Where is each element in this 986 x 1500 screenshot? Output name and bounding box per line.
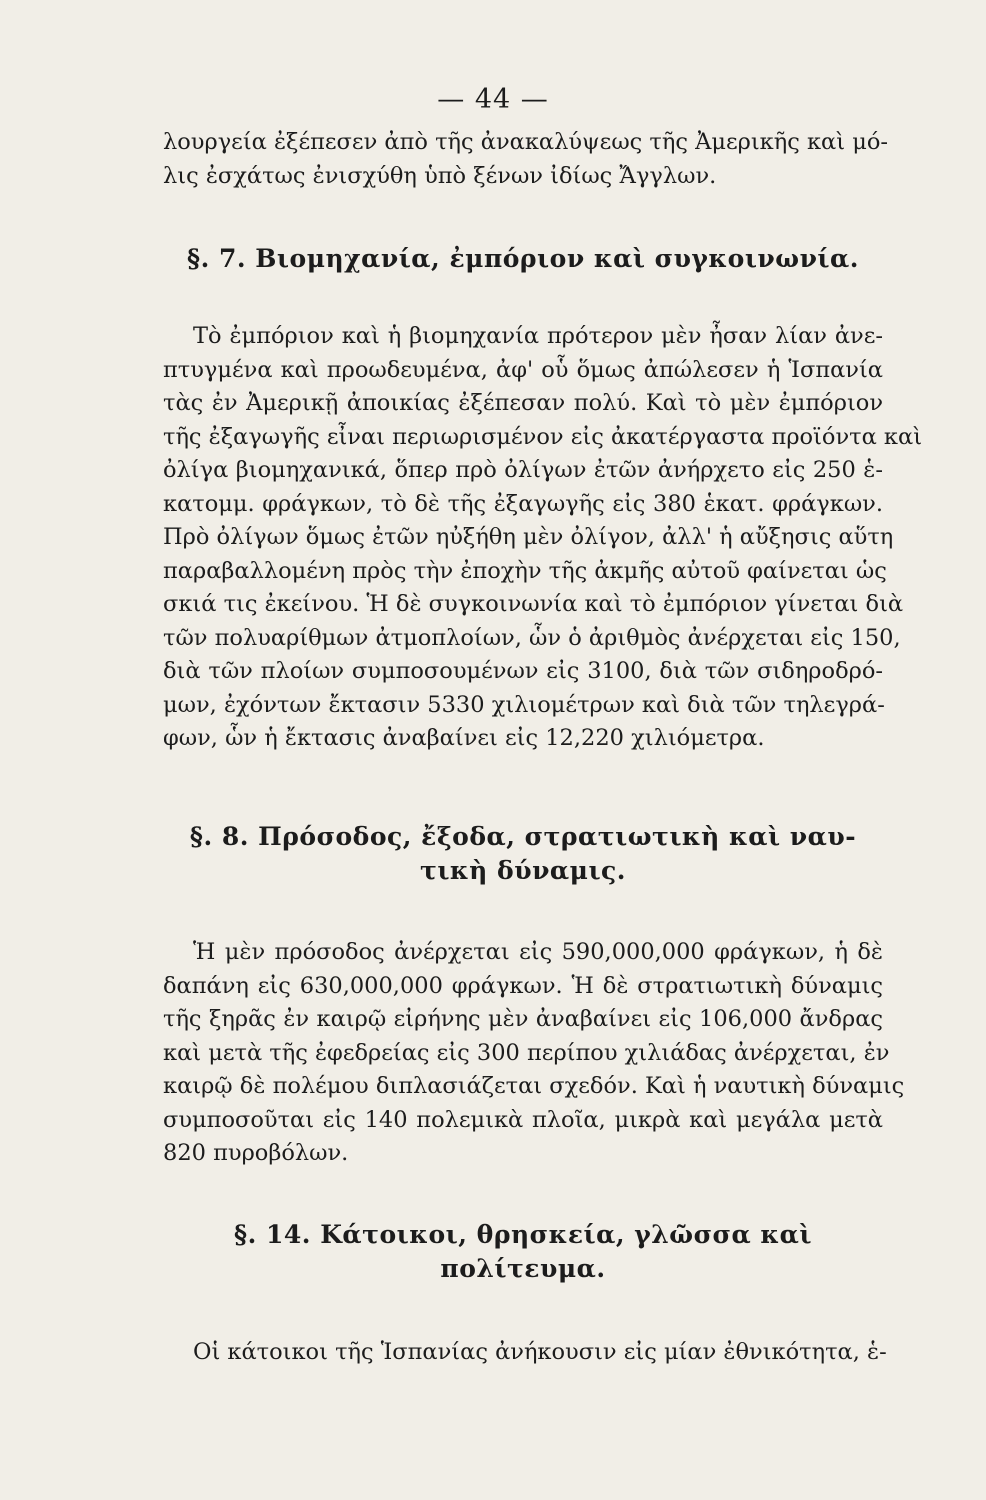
text-line: διὰ τῶν πλοίων συμποσουμένων εἰς 3100, διὰ τῶν σιδηροδρό-: [163, 658, 883, 684]
text-line: τῆς ξηρᾶς ἐν καιρῷ εἰρήνης μὲν ἀναβαίνει εἰς 106,000 ἄνδρας: [163, 1006, 883, 1032]
text-line: σκιά τις ἐκείνου. Ἡ δὲ συγκοινωνία καὶ τὸ ἐμπόριον γίνεται διὰ: [163, 591, 904, 617]
text-line: τῆς ἐξαγωγῆς εἶναι περιωρισμένον εἰς ἀκατέργαστα προϊόντα καὶ: [163, 423, 923, 450]
text-line: Τὸ ἐμπόριον καὶ ἡ βιομηχανία πρότερον μὲν ἦσαν λίαν ἀνε-: [193, 323, 883, 349]
text-line: καιρῷ δὲ πολέμου διπλασιάζεται σχεδόν. Καὶ ἡ ναυτικὴ δύναμις: [163, 1073, 905, 1099]
section-8-heading: §. 8. Πρόσοδος, ἔξοδα, στρατιωτικὴ καὶ ναυ- τικὴ δύναμις.: [189, 822, 857, 885]
text-line: φων, ὧν ἡ ἔκτασις ἀναβαίνει εἰς 12,220 χιλιόμετρα.: [163, 725, 765, 751]
section-7-heading: §. 7. Βιομηχανία, ἐμπόριον καὶ συγκοινωνία.: [187, 244, 859, 273]
intro-paragraph: [163, 126, 888, 193]
text-line: συμποσοῦται εἰς 140 πολεμικὰ πλοῖα, μικρὰ καὶ μεγάλα μετὰ: [163, 1106, 883, 1133]
text-line: Πρὸ ὀλίγων ὅμως ἐτῶν ηὐξήθη μὲν ὀλίγον, ἀλλ' ἡ αὔξησις αὕτη: [163, 524, 894, 550]
text-line: παραβαλλομένη πρὸς τὴν ἐποχὴν τῆς ἀκμῆς αὐτοῦ φαίνεται ὡς: [163, 557, 887, 584]
text-line: τῶν πολυαρίθμων ἀτμοπλοίων, ὧν ὁ ἀριθμὸς ἀνέρχεται εἰς 150,: [163, 624, 901, 651]
text-line: 820 πυροβόλων.: [163, 1140, 349, 1166]
text-line: Ἡ μὲν πρόσοδος ἀνέρχεται εἰς 590,000,000 φράγκων, ἡ δὲ: [193, 939, 883, 965]
text-line: Οἱ κάτοικοι τῆς Ἱσπανίας ἀνήκουσιν εἰς μίαν ἐθνικότητα, ἑ-: [193, 1339, 887, 1365]
text-line: καὶ μετὰ τῆς ἐφεδρείας εἰς 300 περίπου χιλιάδας ἀνέρχεται, ἐν: [163, 1039, 890, 1066]
text-line: τὰς ἐν Ἀμερικῇ ἀποικίας ἐξέπεσαν πολύ. Καὶ τὸ μὲν ἐμπόριον: [163, 390, 883, 416]
text-line: λουργεία ἐξέπεσεν ἀπὸ τῆς ἀνακαλύψεως τῆς Ἀμερικῆς καὶ μό-: [163, 129, 888, 155]
section-14-heading: §. 14. Κάτοικοι, θρησκεία, γλῶσσα καὶ πολίτευμα.: [234, 1220, 812, 1283]
section-8-paragraph: [163, 936, 905, 1171]
section-14-paragraph: [163, 1336, 887, 1370]
section-7-paragraph: [163, 320, 923, 756]
page-number: — 44 —: [437, 84, 549, 115]
text-line: ὀλίγα βιομηχανικά, ὅπερ πρὸ ὀλίγων ἐτῶν ἀνήρχετο εἰς 250 ἑ-: [163, 457, 883, 483]
text-line: δαπάνη εἰς 630,000,000 φράγκων. Ἡ δὲ στρατιωτικὴ δύναμις: [163, 972, 883, 999]
text-line: πτυγμένα καὶ προωδευμένα, ἀφ' οὗ ὅμως ἀπώλεσεν ἡ Ἱσπανία: [163, 356, 883, 383]
text-line: μων, ἐχόντων ἔκτασιν 5330 χιλιομέτρων καὶ διὰ τῶν τηλεγρά-: [163, 691, 885, 718]
text-line: λις ἐσχάτως ἐνισχύθη ὑπὸ ξένων ἰδίως Ἄγγλων.: [163, 162, 717, 189]
text-line: κατομμ. φράγκων, τὸ δὲ τῆς ἐξαγωγῆς εἰς 380 ἑκατ. φράγκων.: [163, 490, 883, 517]
